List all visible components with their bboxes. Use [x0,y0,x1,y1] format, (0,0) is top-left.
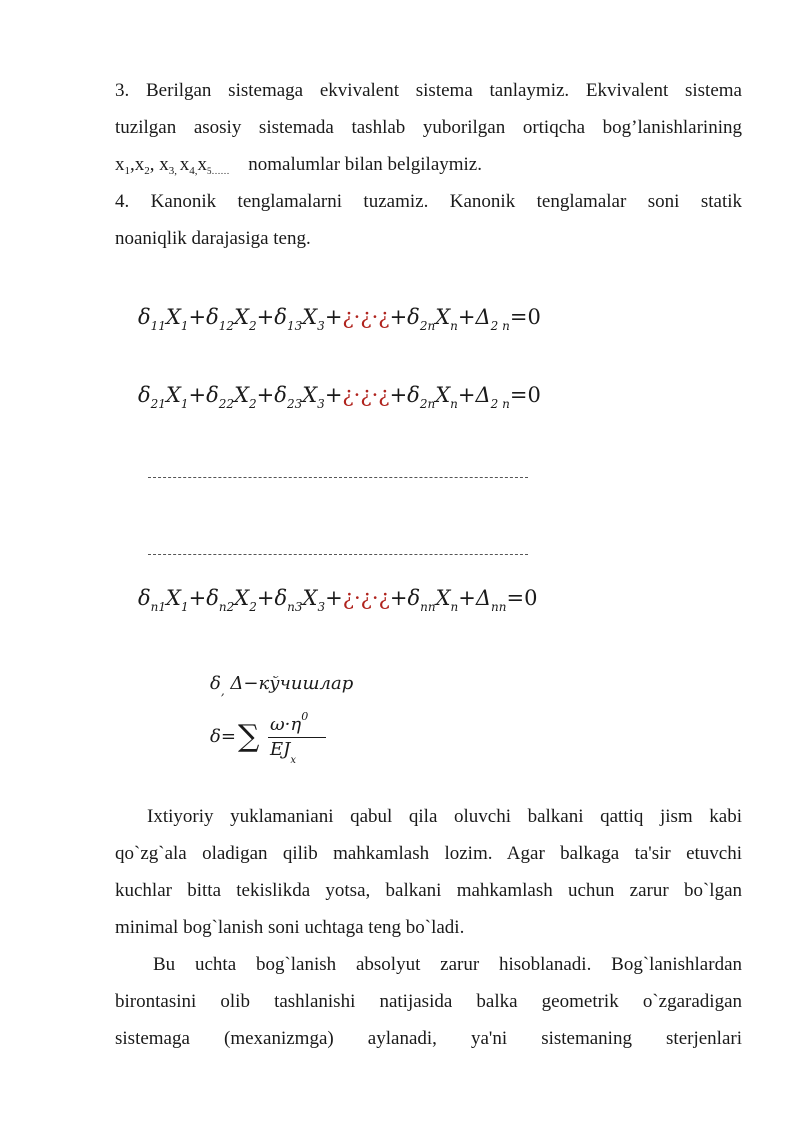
paragraph-body-1 [115,798,742,946]
equation-operator: + [188,383,207,407]
text-line: Ixtiyoriy yuklamaniani qabul qila oluvchi balkani qattiq jism kabi [147,806,742,827]
equation-term: $X_1$ [166,586,189,614]
numerator: $\omega\cdot\eta^0$ [270,710,309,735]
text-line: minimal bog`lanish soni uchtaga teng bo`ladi. [115,917,465,938]
equation-term: $\delta_{2n}$ [407,305,436,333]
equation-term: $\Delta_{2 n}$ [475,383,510,411]
equation-term: $\delta_{n1}$ [138,586,167,614]
equation-term: $X_n$ [435,586,459,614]
displacement-label: $\delta_,$ Δ−кўчишлар [210,673,354,698]
equation-term: $X_3$ [302,305,325,333]
equation-operator: + [389,586,408,610]
equation-operator: =0 [506,586,538,610]
equation-ellipsis: ¿·¿·¿ [342,586,390,610]
equation-term: $\delta_{13}$ [274,305,303,333]
equation-term: $X_1$ [165,305,189,333]
text-line: qo`zg`ala oladigan qilib mahkamlash lozim. Agar balkaga ta'sir etuvchi [115,843,742,864]
equation-operator: + [256,586,275,610]
text-line: 3. Berilgan sistemaga ekvivalent sistema tanlaymiz. Ekvivalent sistema [115,80,742,101]
equation-operator: + [188,305,207,329]
equation-term: $\delta_{n3}$ [274,586,303,614]
sum-sign: ∑ [238,719,260,754]
equation-term: $X_2$ [234,383,257,411]
var-x2: $,x_2$ [130,154,150,177]
equation-operator: + [458,586,476,610]
equation-operator: =0 [509,305,541,329]
text-line: birontasini olib tashlanishi natijasida balka geometrik o`zgaradigan [115,991,742,1012]
text-line: tuzilgan asosiy sistemada tashlab yuborilgan ortiqcha bog’lanishlarining [115,117,742,138]
denominator: $EJ_x$ [270,739,296,766]
equation-operator: + [188,586,207,610]
text-line: 4. Kanonik tenglamalarni tuzamiz. Kanonik tenglamalar soni statik [115,191,742,212]
equation-term: $\delta_{2n}$ [407,383,436,411]
equation-term: $\delta_{12}$ [206,305,235,333]
equation-operator: =0 [509,383,541,407]
equation-term: $\delta_{22}$ [206,383,235,411]
equation-operator: + [324,383,343,407]
equation-row-1 [138,305,541,333]
equation-row-2 [138,383,541,411]
equation-operator: + [457,305,476,329]
text-line: noaniqlik darajasiga teng. [115,228,311,249]
equation-term: $\delta_{11}$ [138,305,166,333]
equation-term: $X_n$ [435,383,458,411]
dashed-separator [148,554,528,555]
equation-operator: + [389,383,408,407]
var-x3: , $x_{3,}$ [149,154,180,177]
equation-term: $X_1$ [165,383,189,411]
equation-term: $\delta_{n2}$ [206,586,235,614]
paragraph-step-3 [115,72,742,183]
var-x4: $x_{4,}$ [179,154,198,177]
equation-term: $\delta_{23}$ [274,383,303,411]
equation-term: $X_2$ [234,305,257,333]
equation-ellipsis: ¿·¿·¿ [342,305,390,329]
equation-operator: + [324,305,343,329]
paragraph-body-2 [115,946,742,1057]
equation-term: $\delta_{nn}$ [407,586,436,614]
equation-operator: + [389,305,408,329]
equation-operator: + [457,383,476,407]
equation-ellipsis: ¿·¿·¿ [342,383,390,407]
equation-operator: + [256,305,275,329]
equation-operator: + [256,383,275,407]
equation-term: $X_3$ [302,383,325,411]
text-line: sistemaga (mexanizmga) aylanadi, ya'ni sistemaning sterjenlari [115,1028,742,1049]
equation-term: $X_n$ [435,305,458,333]
fraction-bar [268,737,326,738]
unknowns-text: nomalumlar bilan belgilaymiz. [248,154,482,175]
var-x5: $x_{5\dots\dots}$ [197,154,230,176]
paragraph-step-4 [115,183,742,257]
equation-term: $\Delta_{2 n}$ [475,305,510,333]
equation-term: $\delta_{21}$ [138,383,166,411]
equation-term: $X_3$ [302,586,326,614]
equation-term: $\Delta_{nn}$ [475,586,507,614]
var-x1: $x_1$ [115,154,130,177]
text-line: kuchlar bitta tekislikda yotsa, balkani mahkamlash uchun zarur bo`lgan [115,880,742,901]
dashed-separator [148,477,528,478]
text-line-variables [115,146,742,183]
equation-operator: + [325,586,343,610]
equation-term: $X_2$ [234,586,257,614]
document-page: 3. Berilgan sistemaga ekvivalent sistema tanlaymiz. Ekvivalent sistema tuzilgan asosiy sistemada tashlab yuborilgan ortiqcha bog’lanishlarining $x_1,x_2$, $x_{3,}$ $x_{4,}x_{5\dots\dots}$ nomalumlar bilan belgilaymiz. 4. Kanonik tenglamalarni tuzamiz. Kanonik tenglamalar soni statik noaniqlik darajasiga teng. $\delta_{11}X_1+\delta_{12}X_2+\delta_{13}X_3+¿\cdot¿\cdot¿+\delta_{2n}X_n+\Delta_{2 n}=0$ $\delta_{21}X_1+\delta_{22}X_2+\delta_{23}X_3+¿\cdot¿\cdot¿+\delta_{2n}X_n+\Delta_{2 n}=0$ $\delta_{n1}X_1+\delta_{n2}X_2+\delta_{n3}X_3+¿\cdot¿\cdot¿+\delta_{nn}X_n+\Delta_{nn}=0$ $\delta_,$ Δ−кўчишлар δ= ∑ $\omega\cdot\eta^0$ $EJ_x$ Ixtiyoriy yuklamaniani qabul qila oluvchi balkani qattiq jism kabi qo`zg`ala oladigan qilib mahkamlash lozim. Agar balkaga ta'sir etuvchi kuchlar bitta tekislikda yotsa, balkani mahkamlash uchun zarur bo`lgan minimal bog`lanish soni uchtaga teng bo`ladi. Bu uchta bog`lanish absolyut zarur hisoblanadi. Bog`lanishlardan birontasini olib tashlanishi natijasida balka geometrik o`zgaradigan sistemaga (mexanizmga) aylanadi, ya'ni sistemaning sterjenlari [0,0,800,1131]
text-line: Bu uchta bog`lanish absolyut zarur hisoblanadi. Bog`lanishlardan [153,954,742,975]
equation-row-n [138,586,537,614]
